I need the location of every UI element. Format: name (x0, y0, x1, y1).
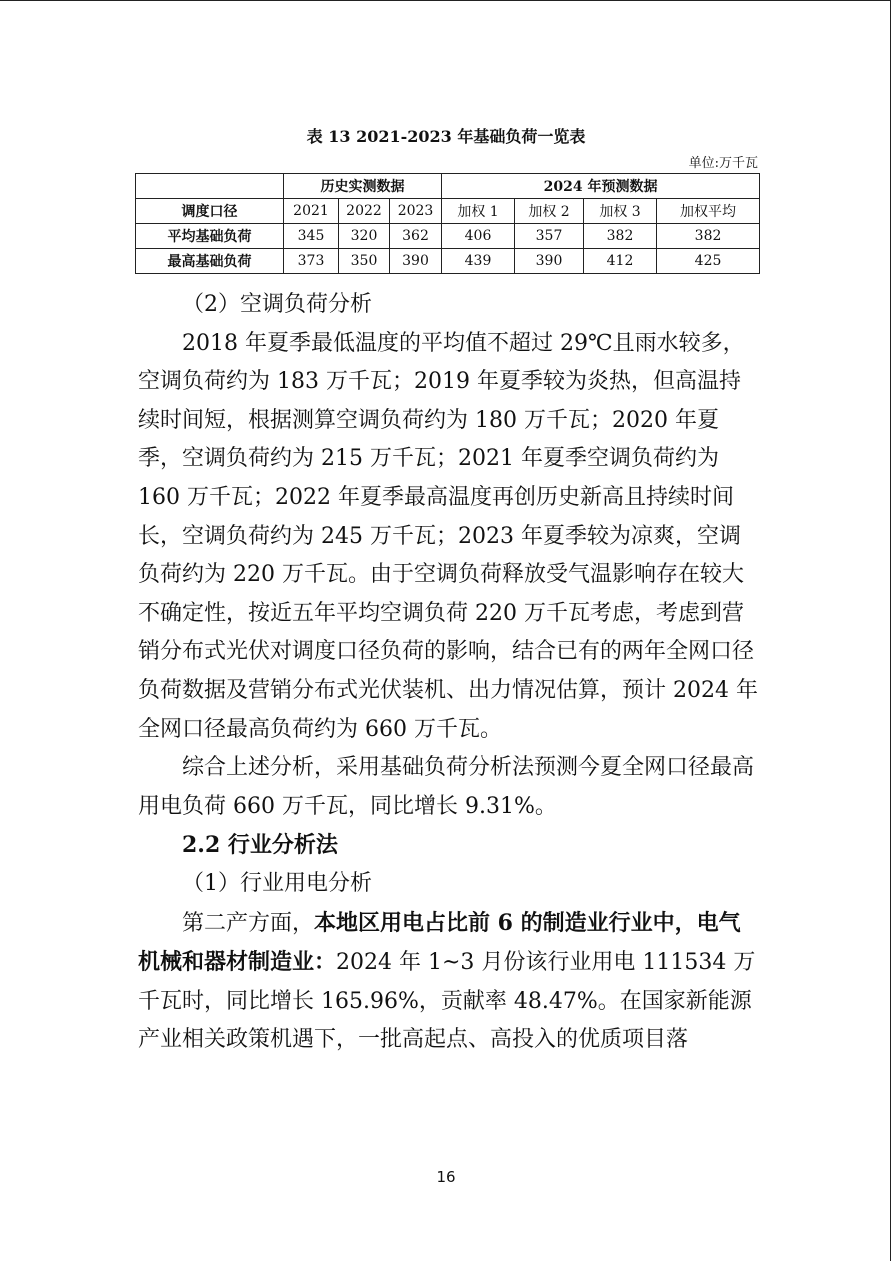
table-cell: 390 (515, 249, 584, 274)
table-cell: 390 (390, 249, 442, 274)
paragraph-industry (138, 904, 760, 1060)
subheading-ac-load: （2）空调负荷分析 (182, 292, 372, 317)
table-cell: 439 (442, 249, 515, 274)
page-number: 16 (436, 1168, 456, 1186)
column-header: 加权 2 (515, 199, 584, 224)
empty-corner-cell (136, 174, 284, 199)
header-historical: 历史实测数据 (284, 174, 442, 199)
base-load-table (135, 173, 760, 274)
table-cell: 382 (584, 224, 657, 249)
table-row (136, 224, 760, 249)
table-cell: 412 (584, 249, 657, 274)
subheading-industry: （1）行业用电分析 (182, 870, 372, 896)
table-cell: 373 (284, 249, 339, 274)
section-heading: 2.2 行业分析法 (182, 832, 338, 859)
table-header-row (136, 174, 760, 199)
table-subheader-row (136, 199, 760, 224)
paragraph-ac-load: 2018 年夏季最低温度的平均值不超过 29℃且雨水较多，空调负荷约为 183 万千瓦；2019 年夏季较为炎热，但高温持续时间短，根据测算空调负荷约为 180 万千瓦；2020 年夏季，空调负荷约为 215 万千瓦；2021 年夏季空调负荷约为 160 万千瓦；2022 年夏季最高温度再创历史新高且持续时间长，空调负荷约为 245 万千瓦；2023 年夏季较为凉爽，空调负荷约为 220 万千瓦。由于空调负荷释放受气温影响存在较大不确定性，按近五年平均空调负荷 220 万千瓦考虑，考虑到营销分布式光伏对调度口径负荷的影响，结合已有的两年全网口径负荷数据及营销分布式光伏装机、出力情况估算，预计 2024 年全网口径最高负荷约为 660 万千瓦。 (138, 330, 758, 742)
paragraph-lead: 第二产方面， (182, 910, 315, 936)
paragraph-bold-phrase: 本地区用电占比前 6 的制造业行业中，电气机械和器材制造业： (138, 909, 741, 976)
paragraph-rest: 2024 年 1~3 月份该行业用电 111534 万千瓦时，同比增长 165.96%，贡献率 48.47%。在国家新能源产业相关政策机遇下，一批高起点、高投入的优质项目落 (138, 950, 756, 1053)
column-header: 加权 3 (584, 199, 657, 224)
table-unit: 单位:万千瓦 (688, 156, 758, 171)
column-header: 2022 (339, 199, 390, 224)
row-label: 平均基础负荷 (136, 224, 284, 249)
table-cell: 406 (442, 224, 515, 249)
table-cell: 350 (339, 249, 390, 274)
column-header: 2023 (390, 199, 442, 224)
row-header-label: 调度口径 (136, 199, 284, 224)
body-text (138, 286, 760, 1060)
column-header: 加权 1 (442, 199, 515, 224)
table-cell: 320 (339, 224, 390, 249)
table-cell: 382 (657, 224, 760, 249)
row-label: 最高基础负荷 (136, 249, 284, 274)
table-cell: 357 (515, 224, 584, 249)
table-cell: 345 (284, 224, 339, 249)
table-cell: 362 (390, 224, 442, 249)
column-header: 加权平均 (657, 199, 760, 224)
table-caption: 表 13 2021-2023 年基础负荷一览表 (306, 127, 586, 146)
table-cell: 425 (657, 249, 760, 274)
column-header: 2021 (284, 199, 339, 224)
table-row (136, 249, 760, 274)
paragraph-summary: 综合上述分析，采用基础负荷分析法预测今夏全网口径最高用电负荷 660 万千瓦，同比增长 9.31%。 (138, 755, 755, 819)
header-forecast: 2024 年预测数据 (442, 174, 760, 199)
